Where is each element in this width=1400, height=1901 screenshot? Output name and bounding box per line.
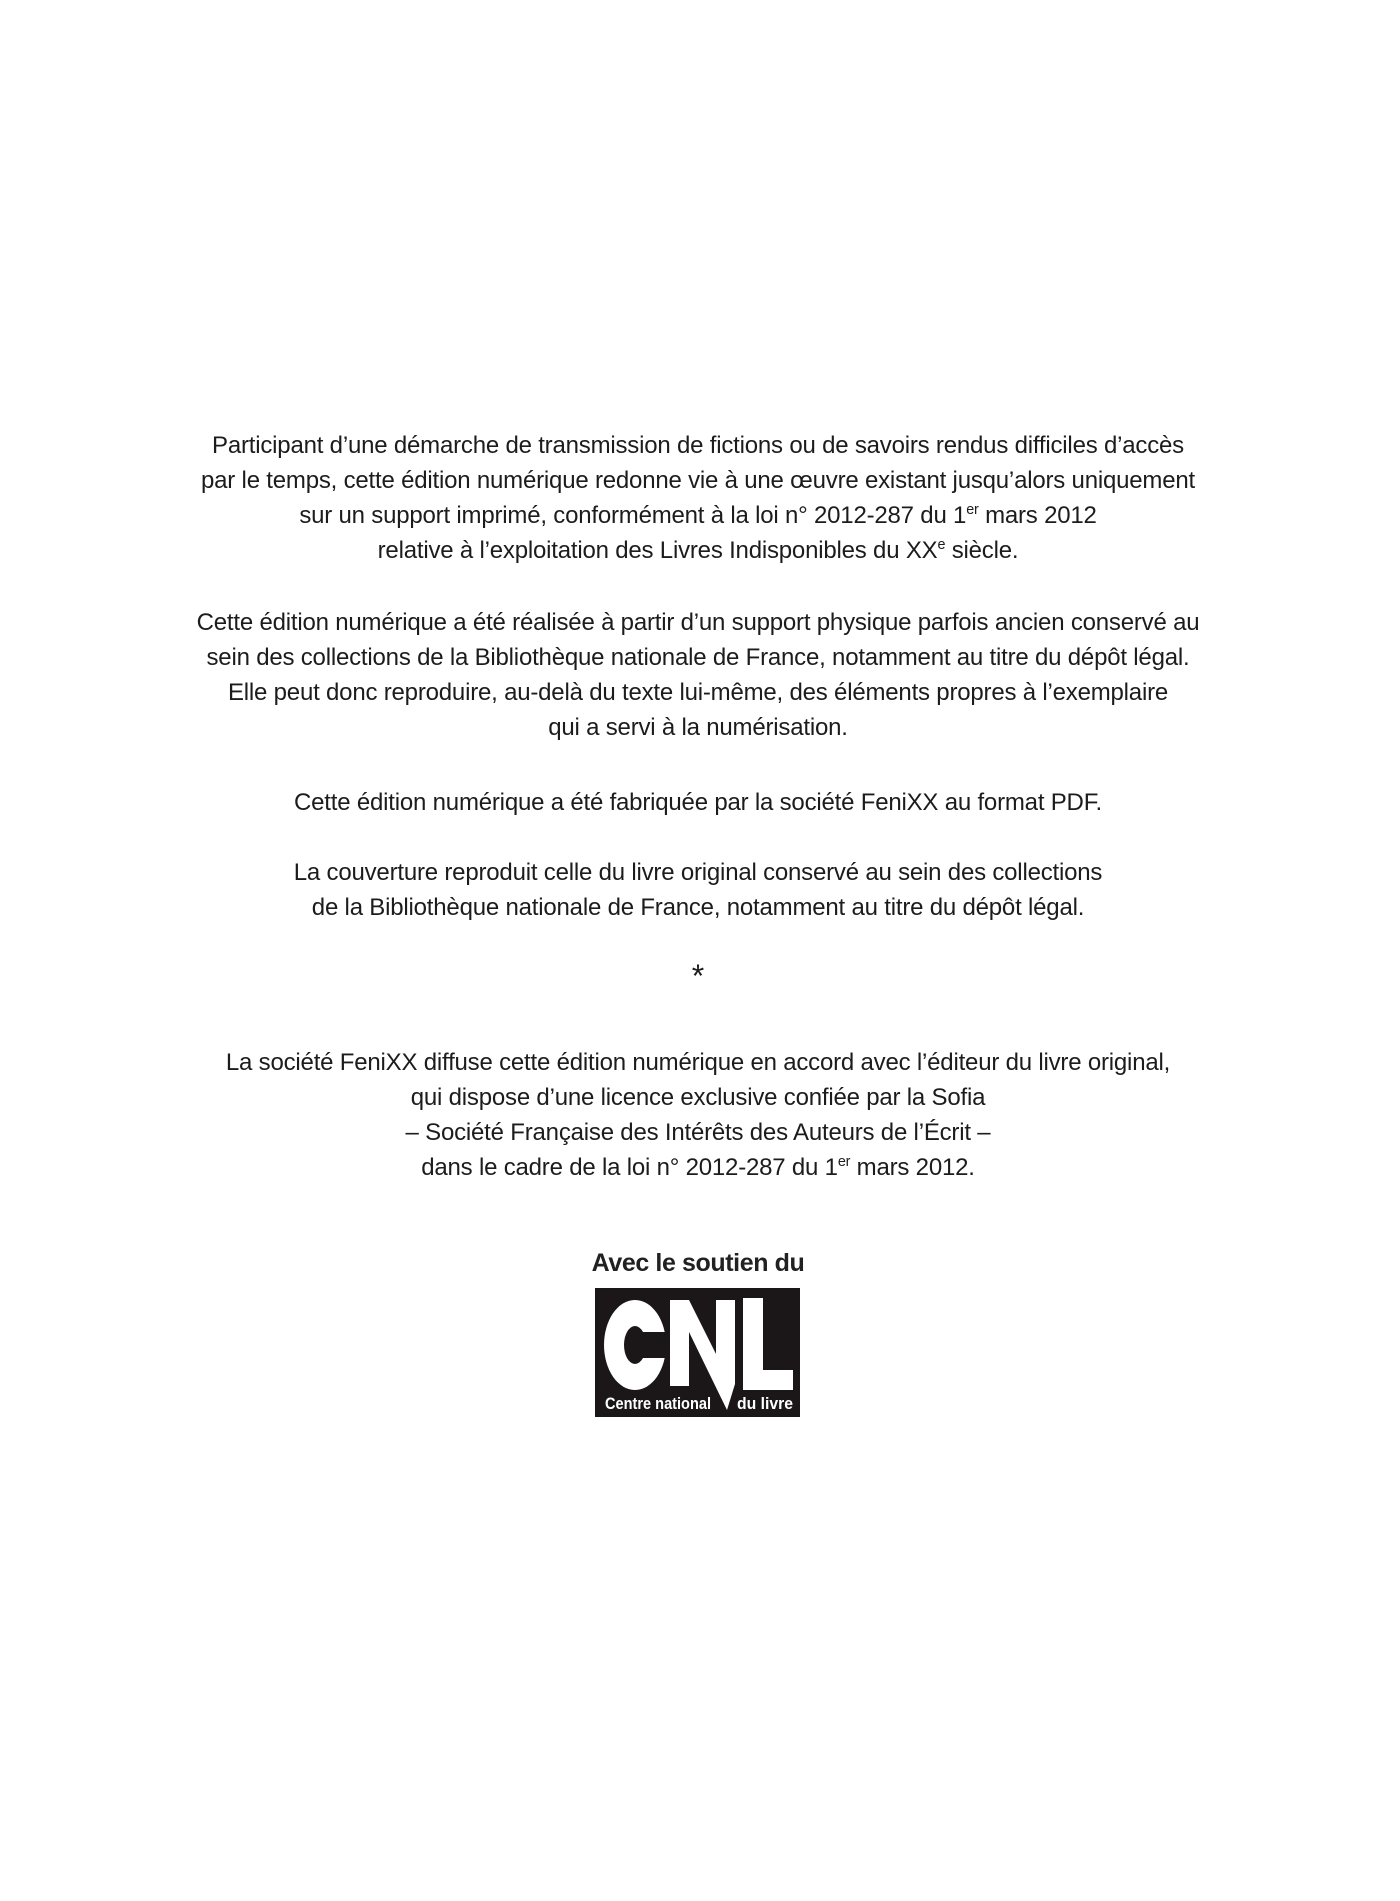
paragraph-source: Cette édition numérique a été réalisée à partir d’un support physique parfois ancien conservé au sein des collections de la Bibliothèque nationale de France, notamment au titre du dépôt légal. Elle peut donc reproduire, au-delà du texte lui-même, des éléments propres à l’exemplaire qui a servi à la numérisation. <box>196 609 1200 741</box>
support-label: Avec le soutien du <box>591 1249 805 1277</box>
cnl-logo <box>595 1288 800 1417</box>
separator-asterisk: * <box>691 958 705 994</box>
paragraph-fabrication: Cette édition numérique a été fabriquée par la société FeniXX au format PDF. <box>294 789 1102 816</box>
paragraph-diffusion: La société FeniXX diffuse cette édition numérique en accord avec l’éditeur du livre original, qui dispose d’une licence exclusive confiée par la Sofia – Société Française des Intérêts des Auteurs de l’Écrit – dans le cadre de la loi n° 2012-287 du 1er mars 2012. <box>225 1049 1171 1181</box>
paragraph-transmission: Participant d’une démarche de transmission de fictions ou de savoirs rendus difficiles d’accès par le temps, cette édition numérique redonne vie à une œuvre existant jusqu’alors uniquement sur un support imprimé, conformément à la loi n° 2012-287 du 1er mars 2012 relative à l’exploitation des Livres Indisponibles du XXe siècle. <box>201 432 1195 564</box>
cnl-caption-right: du livre <box>737 1394 793 1413</box>
paragraph-couverture: La couverture reproduit celle du livre original conservé au sein des collections de la Bibliothèque nationale de France, notamment au titre du dépôt légal. <box>293 859 1103 921</box>
cnl-caption-left: Centre national <box>605 1394 711 1413</box>
